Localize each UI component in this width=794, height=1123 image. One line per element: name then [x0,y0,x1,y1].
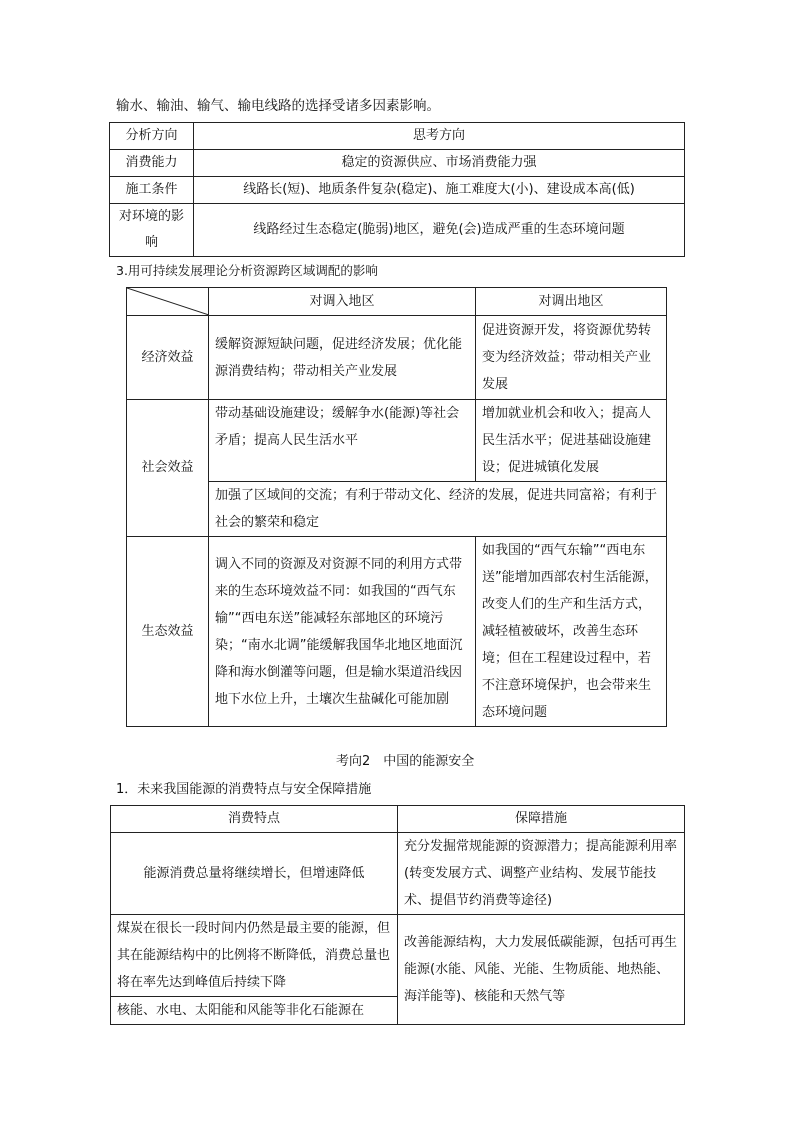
table-cell: 增加就业机会和收入；提高人民生活水平；促进基础设施建设；促进城镇化发展 [476,400,667,482]
table-cell: 调入不同的资源及对资源不同的利用方式带来的生态环境效益不同：如我国的“西气东输”“西电东送”能减轻东部地区的环境污染；“南水北调”能缓解我国华北地区地面沉降和海水倒灌等问题，但是输水渠道沿线因地下水位上升，土壤次生盐碱化可能加剧 [209,537,476,727]
table-row [110,177,685,204]
table-cell: 带动基础设施建设；缓解争水(能源)等社会矛盾；提高人民生活水平 [209,400,476,482]
row-label: 生态效益 [127,537,209,727]
table-header-cell: 对调出地区 [476,288,667,316]
table-cell: 线路长(短)、地质条件复杂(稳定)、施工难度大(小)、建设成本高(低) [194,177,685,204]
table-row [127,400,667,482]
row-label: 经济效益 [127,316,209,400]
table-row [111,833,685,915]
table-row [127,316,667,400]
table-row [127,288,667,316]
table-cell: 煤炭在很长一段时间内仍然是最主要的能源，但其在能源结构中的比例将不断降低，消费总量也将在率先达到峰值后持续下降 [111,915,398,997]
table-transport-lines [109,122,685,257]
table-cell: 如我国的“西气东输”“西电东送”能增加西部农村生活能源，改变人们的生产和生活方式，减轻植被破坏，改善生态环境；但在工程建设过程中，若不注意环境保护，也会带来生态环境问题 [476,537,667,727]
table-resource-transfer [126,287,667,727]
table-header-cell: 对调入地区 [209,288,476,316]
table-row [111,806,685,833]
table-header-cell: 思考方向 [194,123,685,150]
intro-text: 输水、输油、输气、输电线路的选择受诸多因素影响。 [116,98,440,114]
table-row [110,204,685,257]
table-cell: 消费能力 [110,150,194,177]
table-cell: 对环境的影响 [110,204,194,257]
table-cell: 加强了区域间的交流；有利于带动文化、经济的发展，促进共同富裕；有利于社会的繁荣和稳定 [209,482,667,537]
table-cell: 线路经过生态稳定(脆弱)地区，避免(会)造成严重的生态环境问题 [194,204,685,257]
table-row [110,123,685,150]
table-row [127,537,667,727]
table-cell: 促进资源开发，将资源优势转变为经济效益；带动相关产业发展 [476,316,667,400]
table-header-cell: 分析方向 [110,123,194,150]
table-energy-security [110,805,685,1025]
section-3-title: 3.用可持续发展理论分析资源跨区域调配的影响 [116,263,378,278]
kaoxiang-heading: 考向2 中国的能源安全 [336,754,475,769]
table-cell: 施工条件 [110,177,194,204]
table-cell: 能源消费总量将继续增长，但增速降低 [111,833,398,915]
row-label: 社会效益 [127,400,209,537]
table-cell: 改善能源结构，大力发展低碳能源，包括可再生能源(水能、风能、光能、生物质能、地热能、海洋能等)、核能和天然气等 [398,915,685,1025]
table-cell: 充分发掘常规能源的资源潜力；提高能源利用率(转变发展方式、调整产业结构、发展节能技术、提倡节约消费等途径) [398,833,685,915]
table-header-cell: 消费特点 [111,806,398,833]
table-row [111,915,685,997]
table-cell: 稳定的资源供应、市场消费能力强 [194,150,685,177]
table-row [110,150,685,177]
subsection-1-title: 1．未来我国能源的消费特点与安全保障措施 [116,782,372,797]
table-cell: 核能、水电、太阳能和风能等非化石能源在 [111,997,398,1025]
diagonal-line [127,288,209,315]
diagonal-header-cell [127,288,209,316]
table-header-cell: 保障措施 [398,806,685,833]
table-cell: 缓解资源短缺问题，促进经济发展；优化能源消费结构；带动相关产业发展 [209,316,476,400]
